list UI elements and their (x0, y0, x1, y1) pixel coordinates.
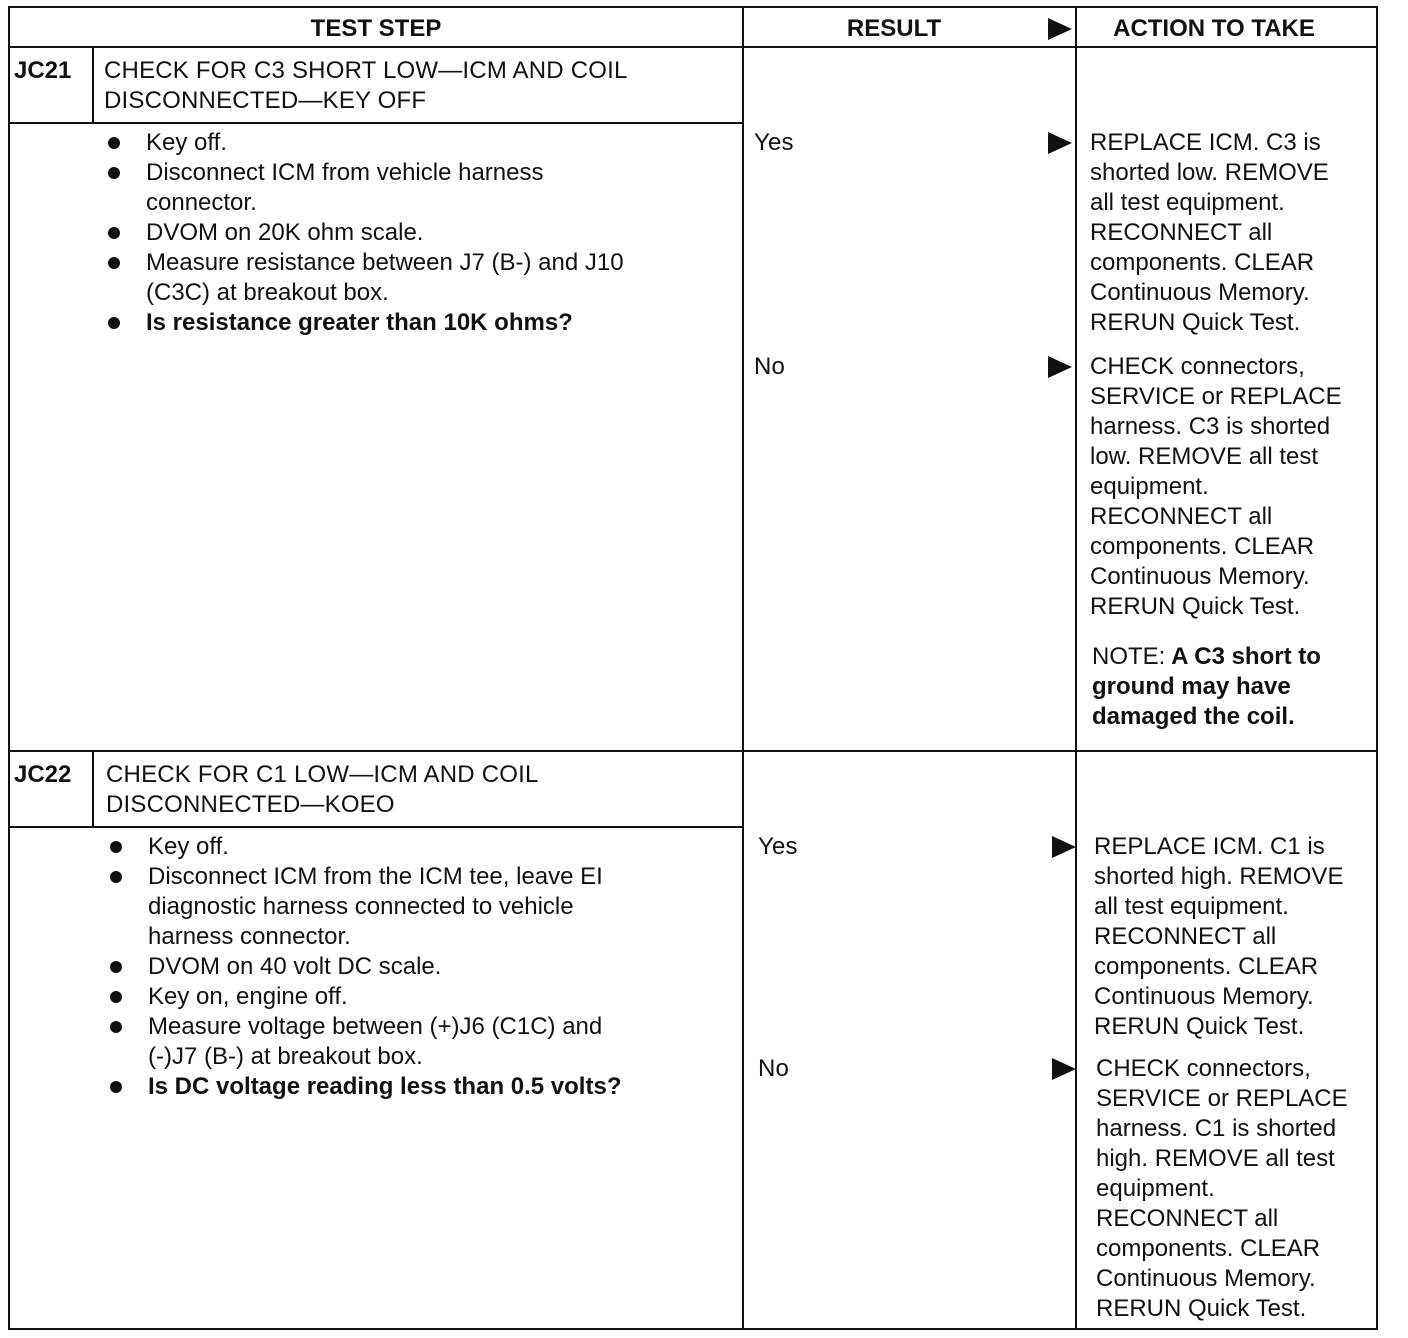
result-yes-jc22: Yes (758, 833, 798, 860)
instruction-item: DVOM on 20K ohm scale. (106, 218, 726, 248)
right-arrow-icon (1052, 1058, 1076, 1080)
result-yes-jc21: Yes (754, 129, 794, 156)
instruction-item: DVOM on 40 volt DC scale. (108, 952, 728, 982)
result-no-jc22: No (758, 1055, 790, 1082)
step-divider (8, 750, 1378, 752)
note-jc21 (1092, 642, 1370, 732)
step-title-jc21: CHECK FOR C3 SHORT LOW—ICM AND COIL DISCONNECTED—KEY OFF (104, 57, 628, 114)
note-text: A C3 short to ground may have damaged the coil. (1092, 643, 1321, 730)
action-yes-jc22: REPLACE ICM. C1 is shorted high. REMOVE all test equipment. RECONNECT all components. CLEAR Continuous Memory. RERUN Quick Test. (1094, 833, 1344, 1040)
column-divider-action (1075, 6, 1077, 1330)
action-no-jc21: CHECK connectors, SERVICE or REPLACE harness. C3 is shorted low. REMOVE all test equipment. RECONNECT all components. CLEAR Continuous Memory. RERUN Quick Test. (1090, 353, 1342, 620)
right-arrow-icon (1048, 132, 1072, 154)
action-yes-jc21: REPLACE ICM. C3 is shorted low. REMOVE all test equipment. RECONNECT all components. CLEAR Continuous Memory. RERUN Quick Test. (1090, 129, 1329, 336)
result-no-jc21: No (754, 353, 786, 380)
instruction-item: Key off. (106, 128, 726, 158)
header-divider (8, 46, 1378, 48)
step-id-jc22: JC22 (14, 761, 72, 788)
instruction-item: Key off. (108, 832, 728, 862)
header-result: RESULT (846, 15, 942, 42)
step-instructions-jc21 (106, 128, 726, 338)
diagnostic-table (8, 6, 1378, 1330)
note-label: NOTE: (1092, 643, 1166, 670)
instruction-question: Is DC voltage reading less than 0.5 volts? (108, 1072, 728, 1102)
step-title-underline (8, 122, 744, 124)
header-action-to-take: ACTION TO TAKE (1113, 15, 1315, 42)
right-arrow-icon (1052, 836, 1076, 858)
instruction-item: Key on, engine off. (108, 982, 728, 1012)
column-divider-result (742, 6, 744, 1330)
instruction-item: Measure resistance between J7 (B-) and J10 (C3C) at breakout box. (106, 248, 726, 308)
step-id-jc21: JC21 (14, 57, 72, 84)
right-arrow-icon (1048, 18, 1072, 40)
step-instructions-jc22 (108, 832, 728, 1102)
step-id-divider (92, 752, 94, 826)
action-no-jc22: CHECK connectors, SERVICE or REPLACE harness. C1 is shorted high. REMOVE all test equipment. RECONNECT all components. CLEAR Continuous Memory. RERUN Quick Test. (1096, 1055, 1348, 1322)
step-id-divider (92, 48, 94, 122)
instruction-question: Is resistance greater than 10K ohms? (106, 308, 726, 338)
instruction-item: Disconnect ICM from vehicle harness connector. (106, 158, 726, 218)
instruction-item: Measure voltage between (+)J6 (C1C) and (-)J7 (B-) at breakout box. (108, 1012, 728, 1072)
step-title-jc22: CHECK FOR C1 LOW—ICM AND COIL DISCONNECTED—KOEO (106, 761, 539, 818)
instruction-item: Disconnect ICM from the ICM tee, leave EI diagnostic harness connected to vehicle harness connector. (108, 862, 728, 952)
header-test-step: TEST STEP (310, 15, 442, 42)
step-title-underline (8, 826, 744, 828)
right-arrow-icon (1048, 356, 1072, 378)
